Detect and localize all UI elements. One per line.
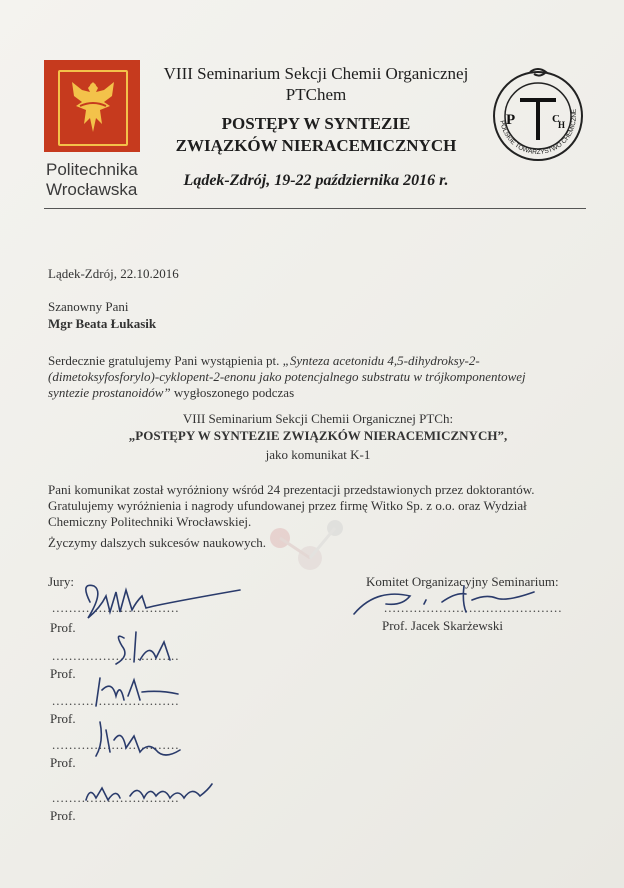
presentation-title: „Synteza acetonidu 4,5-dihydroksy-2- xyxy=(282,353,480,368)
prof-label: Prof. xyxy=(50,620,76,635)
congrats-paragraph xyxy=(48,353,588,401)
ptchem-ring-text: POLSKIE TOWARZYSTWO CHEMICZNE xyxy=(498,108,579,157)
prof-label: Prof. xyxy=(50,755,76,770)
signature-line: .............................. xyxy=(52,648,180,663)
signature-line: .............................. xyxy=(52,737,180,752)
ptchem-logo xyxy=(490,66,586,162)
conference-title-line2: ZWIĄZKÓW NIERACEMICZNYCH xyxy=(175,136,457,155)
eagle-emblem-icon xyxy=(58,70,128,146)
jury-label: Jury: xyxy=(48,574,74,589)
award-line: Pani komunikat został wyróżniony wśród 24 prezentacji przedstawionych przez doktorantów. xyxy=(48,482,535,497)
congrats-tail: wygłoszonego podczas xyxy=(170,385,295,400)
university-name-line: Wrocławska xyxy=(46,180,138,199)
award-line: Chemiczny Politechniki Wrocławskiej. xyxy=(48,514,252,529)
prof-label: Prof. xyxy=(50,711,76,726)
salutation: Szanowny Pani xyxy=(48,299,129,314)
committee-signature-line: .......................................... xyxy=(384,600,563,615)
letter-place-date: Lądek-Zdrój, 22.10.2016 xyxy=(48,266,179,281)
seminar-org: PTChem xyxy=(285,85,347,104)
signature-line: .............................. xyxy=(52,600,180,615)
university-logo xyxy=(44,60,140,152)
university-name-line: Politechnika xyxy=(46,160,138,179)
signature-line: .............................. xyxy=(52,790,180,805)
jury-signatures xyxy=(60,572,280,822)
signature-line: .............................. xyxy=(52,693,180,708)
university-name xyxy=(46,160,138,200)
committee-label: Komitet Organizacyjny Seminarium: xyxy=(366,574,559,589)
presentation-title: syntezie prostanoidów” xyxy=(48,385,171,400)
committee-signature xyxy=(346,582,546,622)
conference-place-date: Lądek-Zdrój, 19-22 października 2016 r. xyxy=(183,172,449,189)
communique-number: jako komunikat K-1 xyxy=(265,447,371,462)
prof-label: Prof. xyxy=(50,808,76,823)
prof-label: Prof. xyxy=(50,666,76,681)
svg-text:P: P xyxy=(506,112,516,128)
congrats-lead: Serdecznie gratulujemy Pani wystąpienia pt. xyxy=(48,353,283,368)
wishes: Życzymy dalszych sukcesów naukowych. xyxy=(48,535,267,550)
presentation-title: (dimetoksyfosforylo)-cyklopent-2-enonu jako potencjalnego substratu w trójkomponentowej xyxy=(48,369,526,384)
committee-chair-name: Prof. Jacek Skarżewski xyxy=(382,618,503,633)
award-line: Gratulujemy wyróżnienia i nagrody ufundowanej przez firmę Witko Sp. z o.o. oraz Wydział xyxy=(48,498,527,513)
svg-text:C: C xyxy=(552,113,560,125)
header-divider xyxy=(44,208,586,209)
seminar-name: VIII Seminarium Sekcji Chemii Organicznej PTCh: xyxy=(182,411,454,426)
svg-text:H: H xyxy=(558,120,566,130)
seminar-title: „POSTĘPY W SYNTEZIE ZWIĄZKÓW NIERACEMICZNYCH”, xyxy=(128,428,508,443)
recipient-name: Mgr Beata Łukasik xyxy=(48,316,157,331)
conference-title-line1: POSTĘPY W SYNTEZIE xyxy=(221,114,411,133)
seminar-line: VIII Seminarium Sekcji Chemii Organicznej xyxy=(163,64,469,83)
